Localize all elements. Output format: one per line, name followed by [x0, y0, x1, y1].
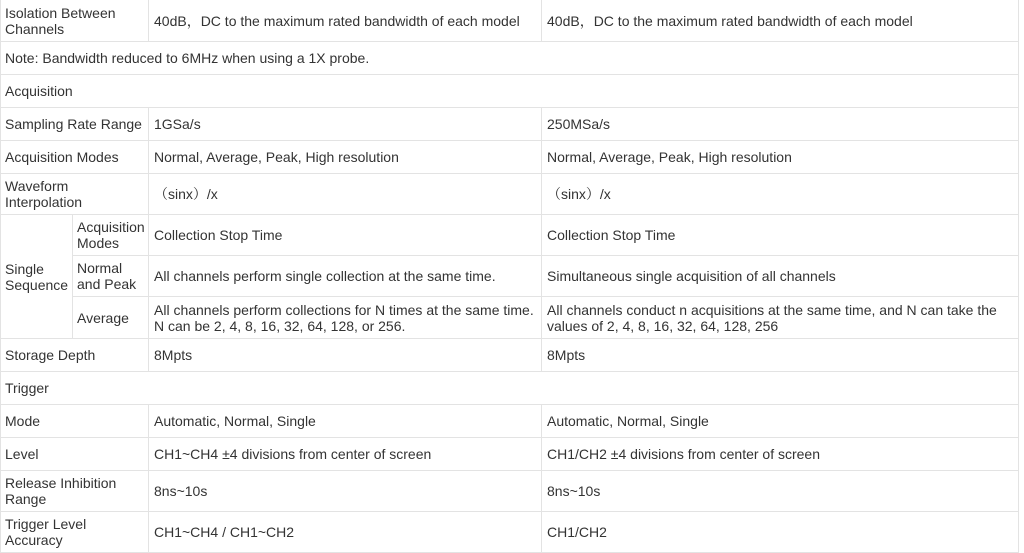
cell-value: Automatic, Normal, Single [149, 405, 542, 438]
cell-value: 8Mpts [542, 339, 1019, 372]
cell-value: 8ns~10s [149, 471, 542, 512]
row-label: Acquisition Modes [1, 141, 149, 174]
cell-value: 8Mpts [149, 339, 542, 372]
row-label: Mode [1, 405, 149, 438]
table-row [1, 141, 1019, 174]
cell-value: Automatic, Normal, Single [542, 405, 1019, 438]
cell-value: 250MSa/s [542, 108, 1019, 141]
table-row [1, 512, 1019, 553]
cell-value: （sinx）/x [149, 174, 542, 215]
table-row [1, 471, 1019, 512]
table-row [1, 256, 1019, 297]
cell-value: 8ns~10s [542, 471, 1019, 512]
table-row [1, 174, 1019, 215]
cell-value: CH1/CH2 ±4 divisions from center of screen [542, 438, 1019, 471]
row-label: Level [1, 438, 149, 471]
section-header-row [1, 372, 1019, 405]
cell-value: 40dB，DC to the maximum rated bandwidth of each model [542, 0, 1019, 42]
section-heading: Acquisition [1, 75, 1019, 108]
cell-value: All channels perform collections for N times at the same time. N can be 2, 4, 8, 16, 32, 64, 128, or 256. [149, 297, 542, 339]
row-label: Storage Depth [1, 339, 149, 372]
row-label: Trigger Level Accuracy [1, 512, 149, 553]
row-label: Isolation Between Channels [1, 0, 149, 42]
row-label: Release Inhibition Range [1, 471, 149, 512]
cell-value: 1GSa/s [149, 108, 542, 141]
section-header-row [1, 75, 1019, 108]
cell-value: All channels perform single collection at the same time. [149, 256, 542, 297]
cell-value: CH1/CH2 [542, 512, 1019, 553]
cell-value: All channels conduct n acquisitions at the same time, and N can take the values of 2, 4, 8, 16, 32, 64, 128, 256 [542, 297, 1019, 339]
cell-value: Collection Stop Time [542, 215, 1019, 256]
table-row [1, 339, 1019, 372]
row-label: Waveform Interpolation [1, 174, 149, 215]
sub-row-label: Acquisition Modes [73, 215, 149, 256]
cell-value: （sinx）/x [542, 174, 1019, 215]
cell-value: Normal, Average, Peak, High resolution [542, 141, 1019, 174]
table-row [1, 438, 1019, 471]
cell-value: Simultaneous single acquisition of all channels [542, 256, 1019, 297]
row-label: Single Sequence [1, 215, 73, 339]
table-row [1, 42, 1019, 75]
table-row [1, 297, 1019, 339]
cell-value: CH1~CH4 ±4 divisions from center of screen [149, 438, 542, 471]
note-text: Note: Bandwidth reduced to 6MHz when using a 1X probe. [1, 42, 1019, 75]
cell-value: 40dB，DC to the maximum rated bandwidth of each model [149, 0, 542, 42]
cell-value: Normal, Average, Peak, High resolution [149, 141, 542, 174]
table-row [1, 405, 1019, 438]
sub-row-label: Average [73, 297, 149, 339]
cell-value: Collection Stop Time [149, 215, 542, 256]
sub-row-label: Normal and Peak [73, 256, 149, 297]
table-row [1, 0, 1019, 42]
cell-value: CH1~CH4 / CH1~CH2 [149, 512, 542, 553]
section-heading: Trigger [1, 372, 1019, 405]
row-label: Sampling Rate Range [1, 108, 149, 141]
table-row [1, 215, 1019, 256]
table-row [1, 108, 1019, 141]
